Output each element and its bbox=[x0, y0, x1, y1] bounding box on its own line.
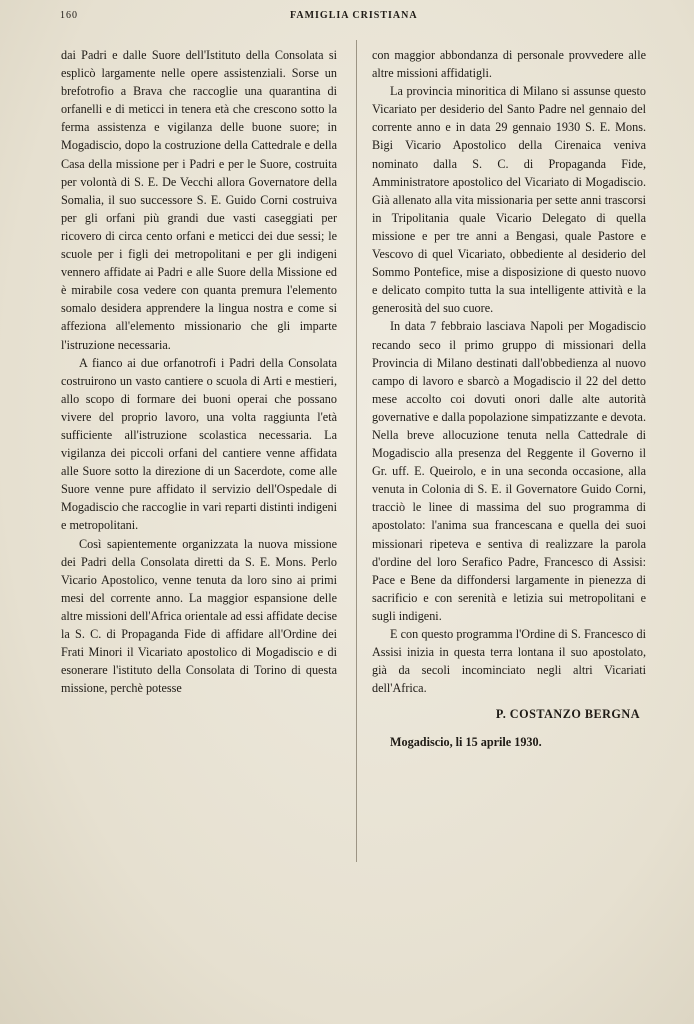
paragraph: La provincia minoritica di Milano si assunse questo Vicariato per desiderio del Santo Padre nel gennaio del corrente anno e in data 29 gennaio 1930 S. E. Mons. Bigi Vicario Apostolico della Cirenaica veniva nominato dalla S. C. di Propaganda Fide, Amministratore apostolico del Vicariato di Mogadiscio. Già allenato alla vita missionaria per sette anni trascorsi in Tripolitania quale Vicario Delegato di quella missione e per tre anni a Bengasi, quale Pastore e Vescovo di quel Vicariato, obbediente al desiderio del Sommo Pontefice, mise a disposizione di questo nuovo e delicato compito tutta la sua intelligente attività e la generosità del suo cuore. bbox=[372, 84, 646, 316]
left-column bbox=[61, 46, 337, 697]
author-signature: P. COSTANZO BERGNA bbox=[495, 707, 640, 722]
paragraph: In data 7 febbraio lasciava Napoli per Mogadiscio recando seco il primo gruppo di missionari della Provincia di Milano destinati dall'obbedienza al nuovo campo di lavoro e sbarcò a Mogadiscio il 22 del detto mese accolto coi dovuti onori dalle alte autorità governative e dalla popolazione simpatizzante e devota. Nella breve allocuzione tenuta nella Cattedrale di Mogadiscio alla presenza del Reggente il Governo il Gr. uff. E. Queirolo, e in una seconda occasione, alla venuta in Colonia di S. E. il Governatore Guido Corni, tracciò le linee di massima del suo programma di apostolato: l'anima sua francescana e quella dei suoi missionari ripeteva e sentiva di realizzare la parola d'ordine del loro Serafico Padre, Francesco di Assisi: Pace e Bene da diffondersi largamente in pienezza di sacrificio e con serenità e letizia sui metropolitani e sugli indigeni. bbox=[372, 319, 646, 623]
column-divider bbox=[356, 40, 357, 862]
right-column bbox=[372, 46, 646, 752]
page-number: 160 bbox=[60, 10, 78, 21]
paragraph: con maggior abbondanza di personale provvedere alle altre missioni affidatigli. bbox=[372, 48, 646, 81]
running-title: FAMIGLIA CRISTIANA bbox=[290, 10, 418, 21]
paragraph: Così sapientemente organizzata la nuova missione dei Padri della Consolata diretti da S. E. Mons. Perlo Vicario Apostolico, venne tenuta da loro sino ai primi mesi del corrente anno. La maggior espansione delle altre missioni dell'Africa orientale ad essi affidate decise la S. C. di Propaganda Fide di affidare all'Ordine dei Frati Minori il Vicariato apostolico di Mogadiscio e di esonerare l'istituto della Consolata di Torino di questa missione, perchè potesse bbox=[61, 536, 337, 696]
paragraph: E con questo programma l'Ordine di S. Francesco di Assisi inizia in questa terra lontana il suo apostolato, già da secoli incominciato negli altri Vicariati dell'Africa. bbox=[372, 627, 646, 696]
place-date: Mogadiscio, li 15 aprile 1930. bbox=[390, 735, 542, 750]
paragraph: A fianco ai due orfanotrofi i Padri della Consolata costruirono un vasto cantiere o scuola di Arti e mestieri, allo scopo di formare dei buoni operai che possano vivere del proprio lavoro, una volta raggiunta l'età sufficiente all'istruzione scolastica necessaria. La vigilanza dei piccoli orfani del cantiere venne affidata alle Suore sotto la direzione di un Sacerdote, come alle Suore venne pure affidato il servizio dell'Ospedale di Mogadiscio che raccoglie in vari reparti distinti indigeni e metropolitani. bbox=[61, 355, 337, 533]
paragraph: dai Padri e dalle Suore dell'Istituto della Consolata si esplicò largamente nelle opere assistenziali. Sorse un brefotrofio a Brava che raccoglie una quarantina di orfanelli e di meticci in tenera età che crescono sotto la ferma assistenza e vigilanza delle buone suore; in Mogadiscio, dopo la costruzione della Cattedrale e della Casa della missione per i Padri e per le Suore, costruita per volontà di S. E. De Vecchi allora Governatore della Somalia, il suo successore S. E. Guido Corni costruiva per gli orfani più grandi due vasti caseggiati per ricovero di circa cento orfani e meticci dei due sessi; le scuole per i figli dei metropolitani e per gli indigeni vennero affidate ai Padri e alle Suore della Missione ed è mirabile cosa vedere con quanta premura l'elemento somalo desidera apprendere la lingua nostra e come si affeziona all'elemento missionario che gli imparte l'istruzione necessaria. bbox=[61, 48, 337, 352]
page-header bbox=[60, 10, 654, 26]
